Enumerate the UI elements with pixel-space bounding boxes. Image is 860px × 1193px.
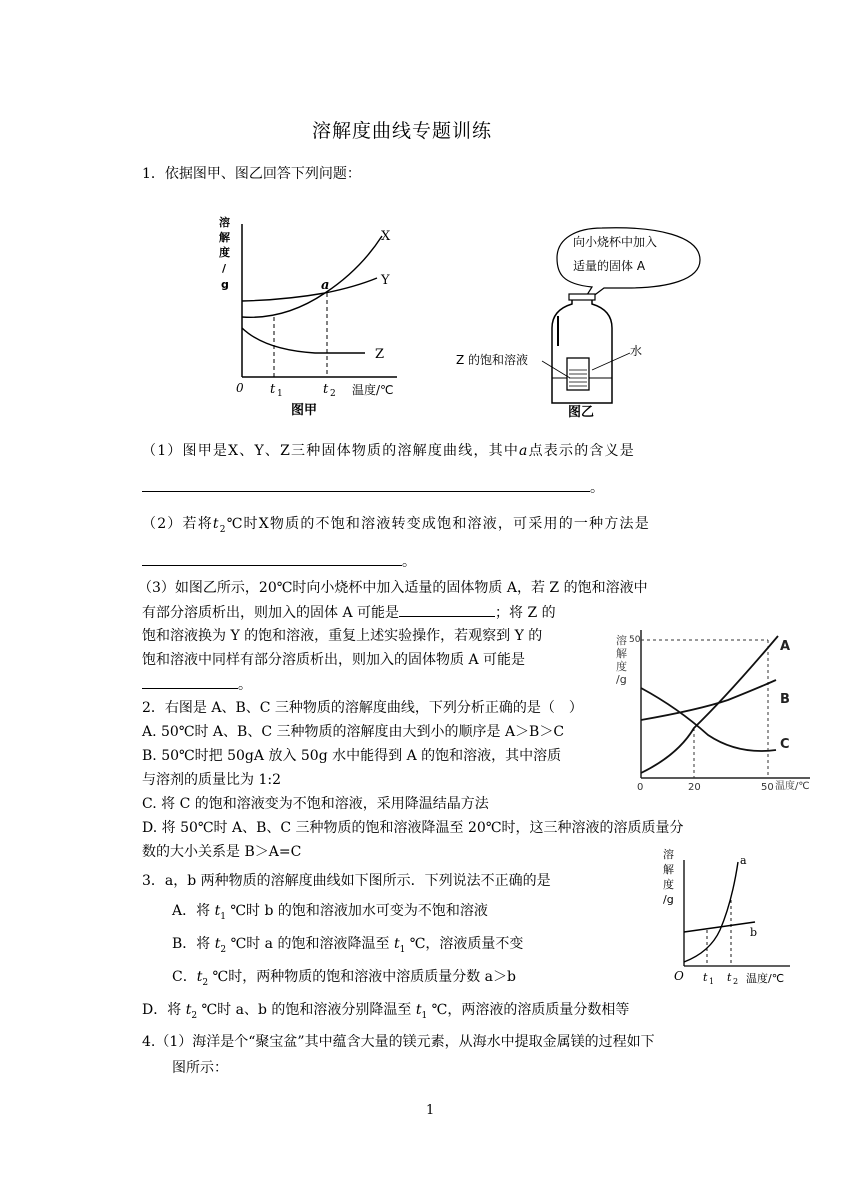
q4-line1: 4.（1）海洋是个“聚宝盆”其中蕴含大量的镁元素，从海水中提取金属镁的过程如下 <box>142 1034 655 1050</box>
q2-option-b-line2: 与溶剂的质量比为 1:2 <box>142 772 281 788</box>
figure-q2-abc <box>608 620 823 805</box>
t-ref: t <box>214 936 221 952</box>
curve-x <box>242 236 382 317</box>
q3-option-a <box>172 901 488 927</box>
curve-b-label: B <box>780 692 790 707</box>
curve-a-label: a <box>740 854 747 867</box>
t2-label: t <box>323 382 329 397</box>
q3-option-text: ℃，溶液质量不变 <box>405 936 524 952</box>
t-ref-sub: 1 <box>220 911 226 922</box>
figure-jia <box>215 210 425 425</box>
t2-sub: 2 <box>330 389 336 399</box>
point-a-ref: a <box>519 443 529 459</box>
x-axis-label: 温度/℃ <box>775 781 810 792</box>
q1-part3-line2 <box>142 602 556 623</box>
q3-stem: 3．a，b 两种物质的溶解度曲线如下图所示．下列说法不正确的是 <box>142 873 551 889</box>
bottle-neck <box>569 294 595 300</box>
figure-yi <box>452 218 722 423</box>
y-label-char: 度 <box>616 660 627 673</box>
t-ref: t <box>393 936 400 952</box>
origin-label: 0 <box>637 782 644 793</box>
answer-blank[interactable] <box>142 551 402 566</box>
q2-stem: 2．右图是 A、B、C 三种物质的溶解度曲线，下列分析正确的是（ ） <box>142 700 583 716</box>
y-label-char: 解 <box>219 231 230 244</box>
t1-sub: 1 <box>277 389 283 399</box>
t-ref-sub: 2 <box>191 1010 198 1021</box>
q3-option-text: A．将 <box>172 903 215 919</box>
q3-option-text: ℃时 b 的饱和溶液加水可变为不饱和溶液 <box>225 903 488 919</box>
q3-option-text: ℃时 a、b 的饱和溶液分别降温至 <box>197 1002 416 1018</box>
y-label-char: /g <box>616 673 627 686</box>
t2-label: t <box>727 971 732 984</box>
y-label-char: 解 <box>616 647 627 660</box>
figure-yi-caption: 图乙 <box>568 405 595 420</box>
q1-stem: 1．依据图甲、图乙回答下列问题： <box>142 166 361 182</box>
t2-ref-sub: 2 <box>219 524 227 535</box>
page-number: 1 <box>426 1103 435 1118</box>
t1-label: t <box>270 382 276 397</box>
bubble-line-1: 向小烧杯中加入 <box>573 235 658 249</box>
q2-option-b-line1: B. 50℃时把 50gA 放入 50g 水中能得到 A 的饱和溶液，其中溶质 <box>142 748 562 764</box>
q1-part1 <box>142 441 635 461</box>
period: 。 <box>590 480 604 496</box>
y-axis-label <box>663 847 674 906</box>
period: 。 <box>402 554 416 570</box>
q2-option-c: C. 将 C 的饱和溶液变为不饱和溶液，采用降温结晶方法 <box>142 796 489 812</box>
q3-option-text: D．将 <box>142 1002 186 1018</box>
q3-option-text: C． <box>172 969 197 985</box>
curve-b-label: b <box>750 926 758 939</box>
page-title: 溶解度曲线专题训练 <box>312 120 493 142</box>
figure-q3-ab <box>660 842 800 992</box>
q1-part3-line4: 饱和溶液中同样有部分溶质析出，则加入的固体物质 A 可能是 <box>142 652 526 668</box>
origin-label: O <box>674 969 684 983</box>
curve-a <box>684 862 738 962</box>
q1-part1-answer-line <box>142 477 604 498</box>
q1-part1-text: （1）图甲是X、Y、Z三种固体物质的溶解度曲线，其中 <box>142 443 520 459</box>
bubble-line-2: 适量的固体 A <box>573 259 646 273</box>
x-axis-label: 温度/℃ <box>352 383 394 397</box>
q1-part3-text: 有部分溶质析出，则加入的固体 A 可能是 <box>142 605 400 621</box>
x-tick-20: 20 <box>688 782 701 793</box>
q3-option-text: ℃时 a 的饱和溶液降温至 <box>226 936 394 952</box>
period: 。 <box>238 677 252 693</box>
q1-part2-answer-line <box>142 551 416 572</box>
answer-blank[interactable] <box>399 602 495 617</box>
t-ref: t <box>196 969 203 985</box>
t-ref: t <box>415 1002 422 1018</box>
figure-jia-caption: 图甲 <box>291 403 318 418</box>
t-ref-sub: 2 <box>202 977 209 988</box>
t2-sub: 2 <box>733 977 739 986</box>
t-ref: t <box>214 903 221 919</box>
q3-option-b <box>172 934 523 960</box>
t-ref: t <box>185 1002 192 1018</box>
x-tick-50: 50 <box>761 782 774 793</box>
q2-option-a: A. 50℃时 A、B、C 三种物质的溶解度由大到小的顺序是 A＞B＞C <box>142 724 565 740</box>
point-a-label: a <box>321 278 330 293</box>
t-ref-sub: 2 <box>220 944 227 955</box>
y-label-char: 溶 <box>616 634 627 647</box>
answer-blank[interactable] <box>142 477 590 492</box>
curve-a-label: A <box>780 639 791 654</box>
q1-part2 <box>142 514 650 540</box>
y-label-char: g <box>221 278 229 291</box>
q3-option-text: ℃时，两种物质的饱和溶液中溶质质量分数 a＞b <box>208 969 516 985</box>
q4-line2: 图所示： <box>172 1060 228 1076</box>
y-label-char: 度 <box>663 878 674 891</box>
q1-part1-text: 点表示的含义是 <box>528 443 635 459</box>
answer-blank[interactable] <box>142 674 238 689</box>
q1-part2-text: ℃时X物质的不饱和溶液转变成饱和溶液，可采用的一种方法是 <box>226 516 650 532</box>
q2-option-d-line1: D. 将 50℃时 A、B、C 三种物质的饱和溶液降温至 20℃时，这三种溶液的溶质质量分 <box>142 820 684 836</box>
t-ref-sub: 1 <box>421 1010 428 1021</box>
curve-c-label: C <box>780 737 790 752</box>
label-z-solution: Z 的饱和溶液 <box>456 353 529 367</box>
y-axis-label <box>616 633 627 686</box>
curve-y <box>242 278 377 301</box>
q3-option-text: ℃，两溶液的溶质质量分数相等 <box>427 1002 630 1018</box>
t2-ref: t <box>212 516 220 532</box>
curve-y-label: Y <box>381 273 390 288</box>
curve-z-label: Z <box>375 347 385 362</box>
t1-sub: 1 <box>709 977 715 986</box>
q1-part3-text: ；将 Z 的 <box>495 605 556 621</box>
figure-jia-y-label <box>219 215 231 291</box>
q1-part3-line1: （3）如图乙所示，20℃时向小烧杯中加入适量的固体物质 A，若 Z 的饱和溶液中 <box>138 580 648 596</box>
curve-x-label: X <box>381 229 391 244</box>
y-label-char: /g <box>663 893 674 906</box>
y-label-char: 溶 <box>663 848 674 861</box>
curve-z <box>242 328 365 353</box>
q3-option-c <box>172 967 516 993</box>
y-label-char: / <box>222 262 227 275</box>
t-ref-sub: 1 <box>399 944 406 955</box>
t1-label: t <box>703 971 708 984</box>
y-label-char: 解 <box>663 863 674 876</box>
q1-part2-text: （2）若将 <box>142 516 213 532</box>
y-label-char: 度 <box>219 246 230 259</box>
x-axis-label: 温度/℃ <box>746 972 785 985</box>
label-water: 水 <box>630 344 643 358</box>
y-label-char: 溶 <box>219 216 230 229</box>
q3-option-text: B．将 <box>172 936 215 952</box>
q1-part3-line3: 饱和溶液换为 Y 的饱和溶液，重复上述实验操作，若观察到 Y 的 <box>142 628 543 644</box>
origin-label: 0 <box>236 381 244 395</box>
q2-option-d-line2: 数的大小关系是 B＞A=C <box>142 844 302 860</box>
y-tick-50: 50 <box>629 635 641 645</box>
q1-part3-answer-line <box>142 674 252 695</box>
q3-option-d <box>142 1000 629 1026</box>
